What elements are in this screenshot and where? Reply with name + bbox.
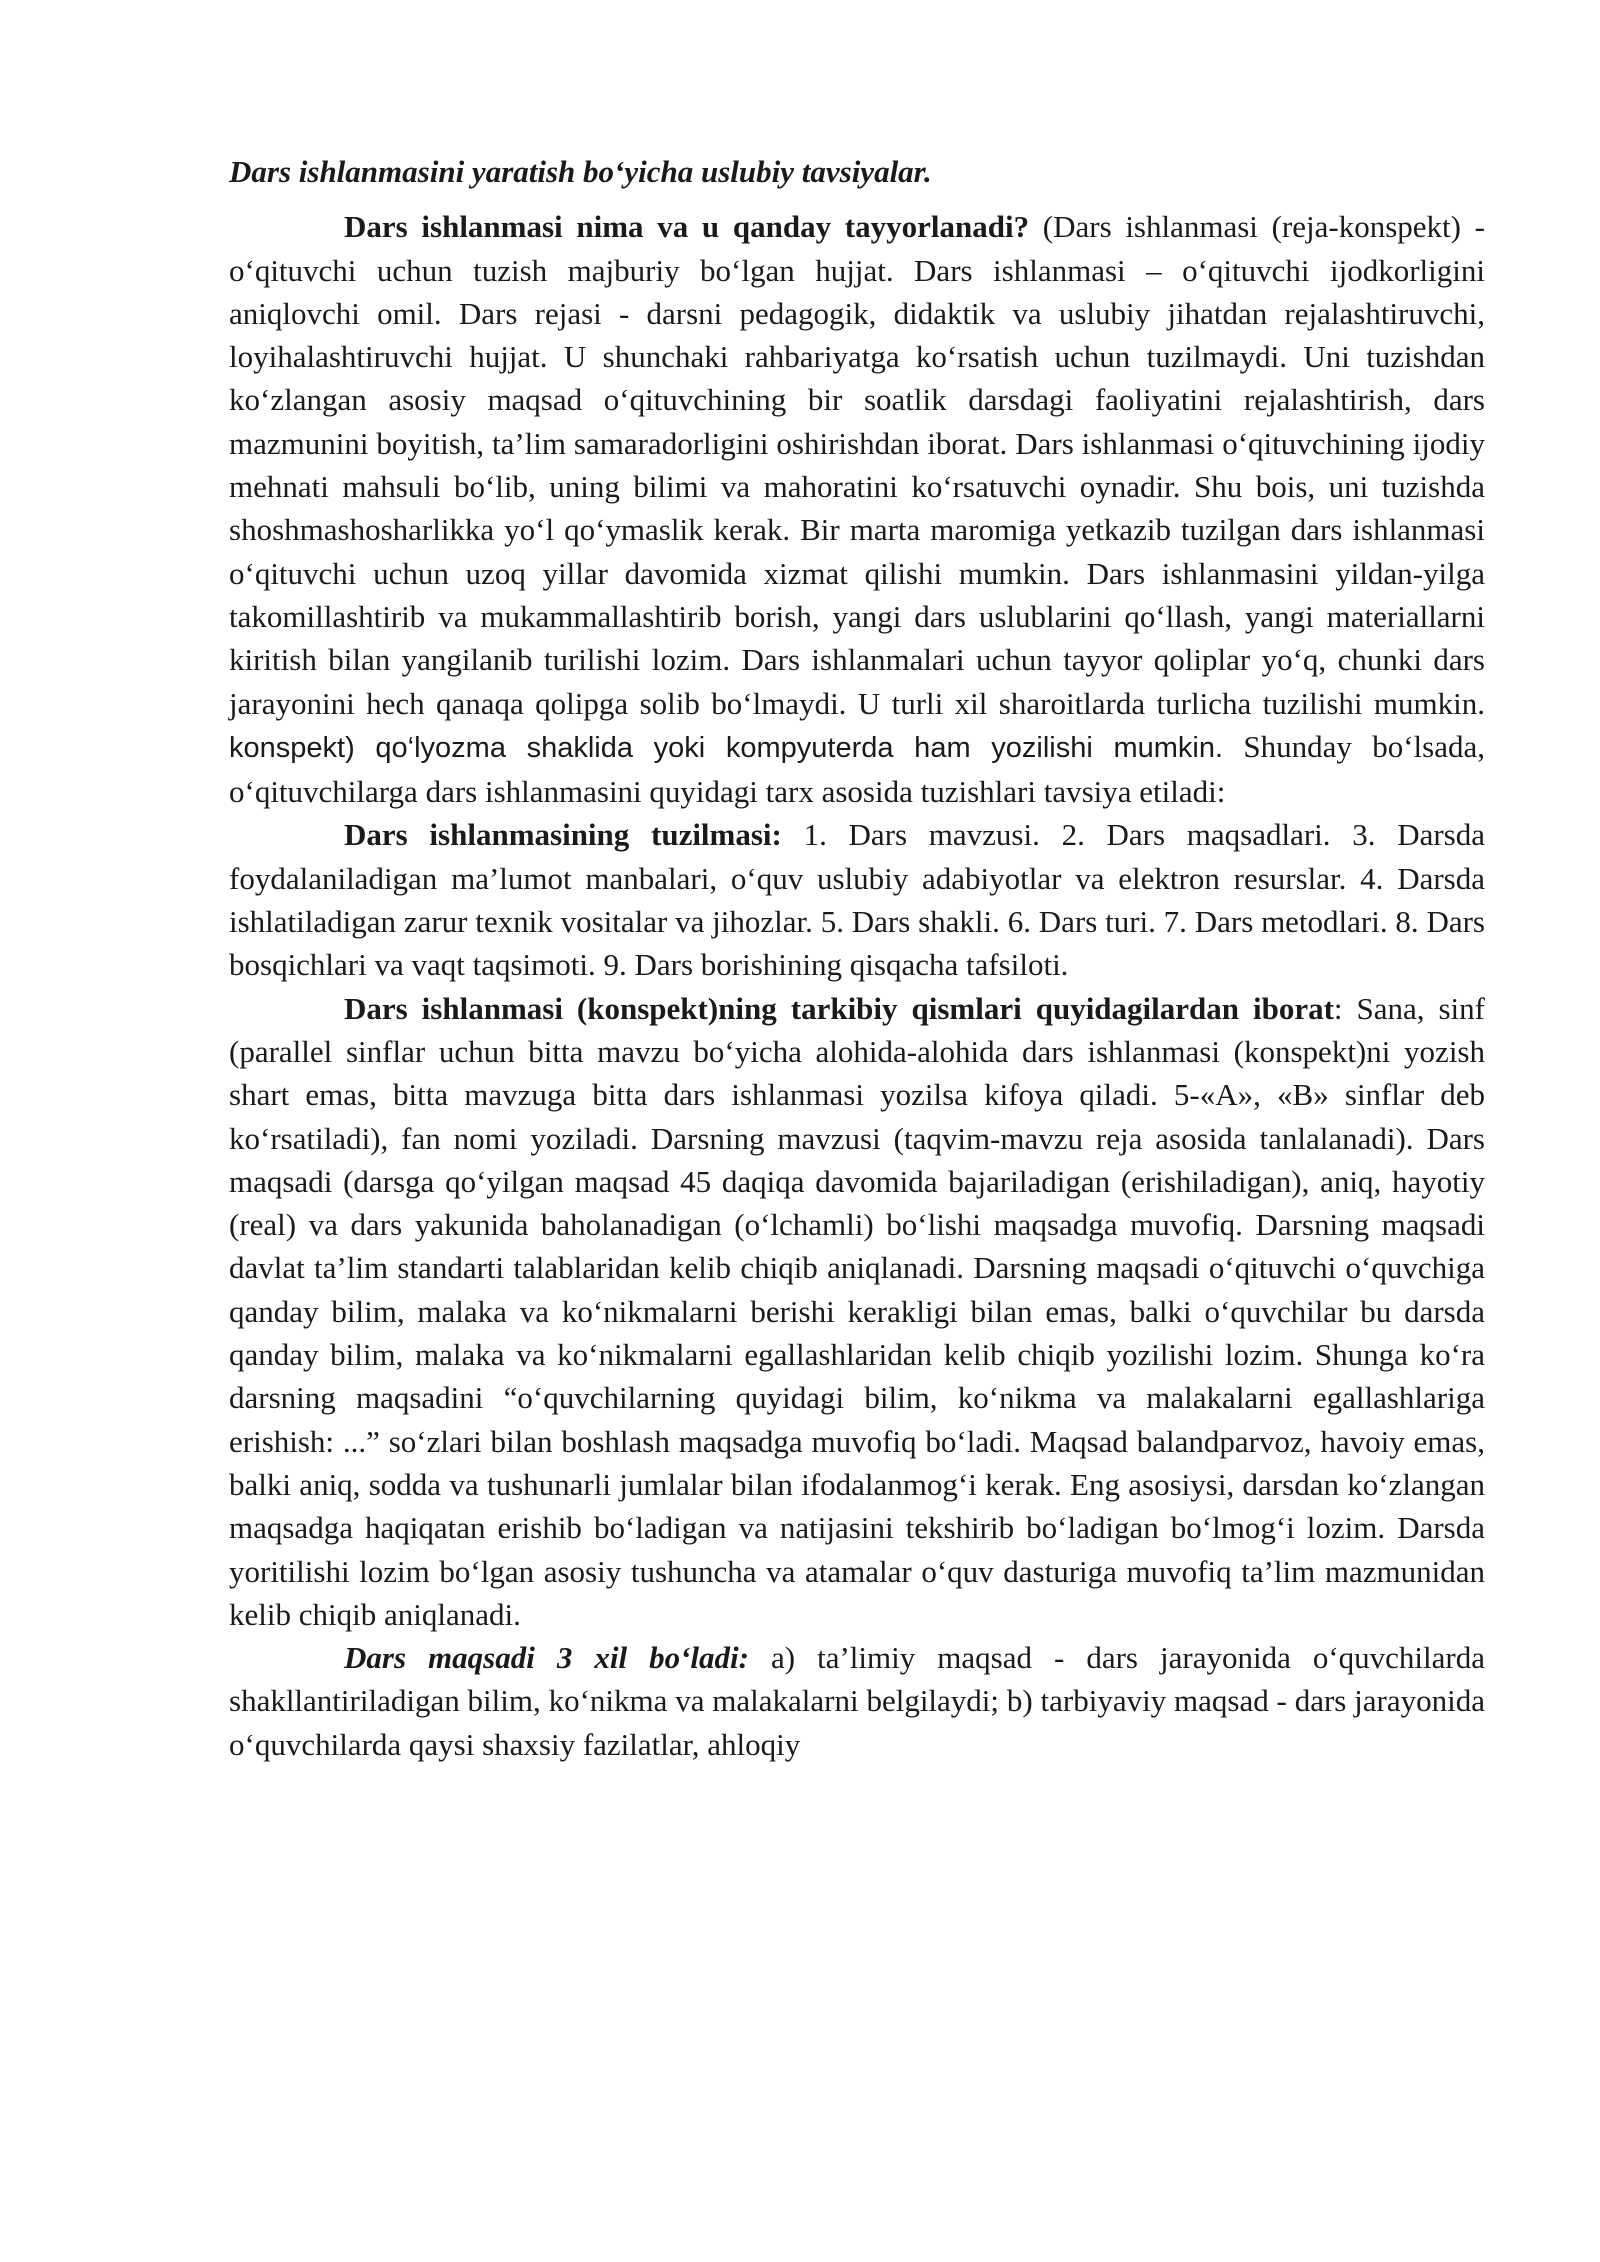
paragraph-text: Shunday bo‘lsada, o‘qituvchilarga dars ishlanmasini quyidagi tarx asosida tuzishlari tavsiya etiladi: xyxy=(229,728,1486,810)
paragraph-text: : Sana, sinf (parallel sinflar uchun bitta mavzu bo‘yicha alohida-alohida dars ishlanmasi (konspekt)ni yozish shart emas, bitta mavzuga bitta dars ishlanmasi yozilsa kifoya qiladi. 5-«A», «B» sinflar deb ko‘rsatiladi), fan nomi yoziladi. Darsning mavzusi (taqvim-mavzu reja asosida tanlalanadi). Dars maqsadi (darsga qo‘yilgan maqsad 45 daqiqa davomida bajariladigan (erishiladigan), aniq, hayotiy (real) va dars yakunida baholanadigan (o‘lchamli) bo‘lishi maqsadga muvofiq. Darsning maqsadi davlat ta’lim standarti talablaridan kelib chiqib aniqlanadi. Darsning maqsadi o‘qituvchi o‘quvchiga qanday bilim, malaka va ko‘nikmalarni berishi kerakligi bilan emas, balki o‘quvchilar bu darsda qanday bilim, malaka va ko‘nikmalarni egallashlaridan kelib chiqib yozilishi lozim. Shunga ko‘ra darsning maqsadini “o‘quvchilarning quyidagi bilim, ko‘nikma va malakalarni egallashlariga erishish: ...” so‘zlari bilan boshlash maqsadga muvofiq bo‘ladi. Maqsad balandparvoz, havoiy emas, balki aniq, sodda va tushunarli jumlalar bilan ifodalanmog‘i kerak. Eng asosiysi, darsdan ko‘zlangan maqsadga haqiqatan erishib bo‘ladigan va natijasini tekshirib bo‘ladigan bo‘lmog‘i lozim. Darsda yoritilishi lozim bo‘lgan asosiy tushuncha va atamalar o‘quv dasturiga muvofiq ta’lim mazmunidan kelib chiqib aniqlanadi. xyxy=(229,990,1485,1632)
document-title: Dars ishlanmasini yaratish bo‘yicha uslubiy tavsiyalar. xyxy=(229,154,932,189)
paragraph-lead: Dars ishlanmasi nima va u qanday tayyorlanadi? xyxy=(344,209,1030,245)
paragraph-lead: Dars ishlanmasining tuzilmasi: xyxy=(344,817,782,853)
paragraph-lead: Dars ishlanmasi (konspekt)ning tarkibiy qismlari quyidagilardan iborat xyxy=(344,990,1334,1026)
paragraph-text-sans: konspekt) qo‘lyozma shaklida yoki kompyuterda ham yozilishi mumkin. xyxy=(229,731,1224,764)
paragraph-lead: Dars maqsadi 3 xil bo‘ladi: xyxy=(344,1640,749,1676)
paragraph-components xyxy=(229,987,1485,1636)
paragraph-text: a) ta’limiy maqsad - dars jarayonida o‘quvchilarda shakllantiriladigan bilim, ko‘nikma va malakalarni belgilaydi; b) tarbiyaviy maqsad - dars jarayonida o‘quvchilarda qaysi shaxsiy fazilatlar, ahloqiy xyxy=(229,1640,1485,1762)
paragraph-goal-types xyxy=(229,1636,1485,1766)
paragraph-text: 1. Dars mavzusi. 2. Dars maqsadlari. 3. Darsda foydalaniladigan ma’lumot manbalari, o‘quv uslubiy adabiyotlar va elektron resurslar. 4. Darsda ishlatiladigan zarur texnik vositalar va jihozlar. 5. Dars shakli. 6. Dars turi. 7. Dars metodlari. 8. Dars bosqichlari va vaqt taqsimoti. 9. Dars borishining qisqacha tafsiloti. xyxy=(229,817,1485,983)
document-page xyxy=(229,150,1485,1766)
paragraph-what-is-lesson-plan xyxy=(229,205,1485,813)
paragraph-structure xyxy=(229,813,1485,986)
paragraph-text: (Dars ishlanmasi (reja-konspekt) - o‘qituvchi uchun tuzish majburiy bo‘lgan hujjat. Dars ishlanmasi – o‘qituvchi ijodkorligini aniqlovchi omil. Dars rejasi - darsni pedagogik, didaktik va uslubiy jihatdan rejalashtiruvchi, loyihalashtiruvchi hujjat. U shunchaki rahbariyatga ko‘rsatish uchun tuzilmaydi. Uni tuzishdan ko‘zlangan asosiy maqsad o‘qituvchining bir soatlik darsdagi faoliyatini rejalashtirish, dars mazmunini boyitish, ta’lim samaradorligini oshirishdan iborat. Dars ishlanmasi o‘qituvchining ijodiy mehnati mahsuli bo‘lib, uning bilimi va mahoratini ko‘rsatuvchi oynadir. Shu bois, uni tuzishda shoshmashosharlikka yo‘l qo‘ymaslik kerak. Bir marta maromiga yetkazib tuzilgan dars ishlanmasi o‘qituvchi uchun uzoq yillar davomida xizmat qilishi mumkin. Dars ishlanmasini yildan-yilga takomillashtirib va mukammallashtirib borish, yangi dars uslublarini qo‘llash, yangi materiallarni kiritish bilan yangilanib turilishi lozim. Dars ishlanmalari uchun tayyor qoliplar yo‘q, chunki dars jarayonini hech qanaqa qolipga solib bo‘lmaydi. U turli xil sharoitlarda turlicha tuzilishi mumkin. xyxy=(229,209,1485,721)
